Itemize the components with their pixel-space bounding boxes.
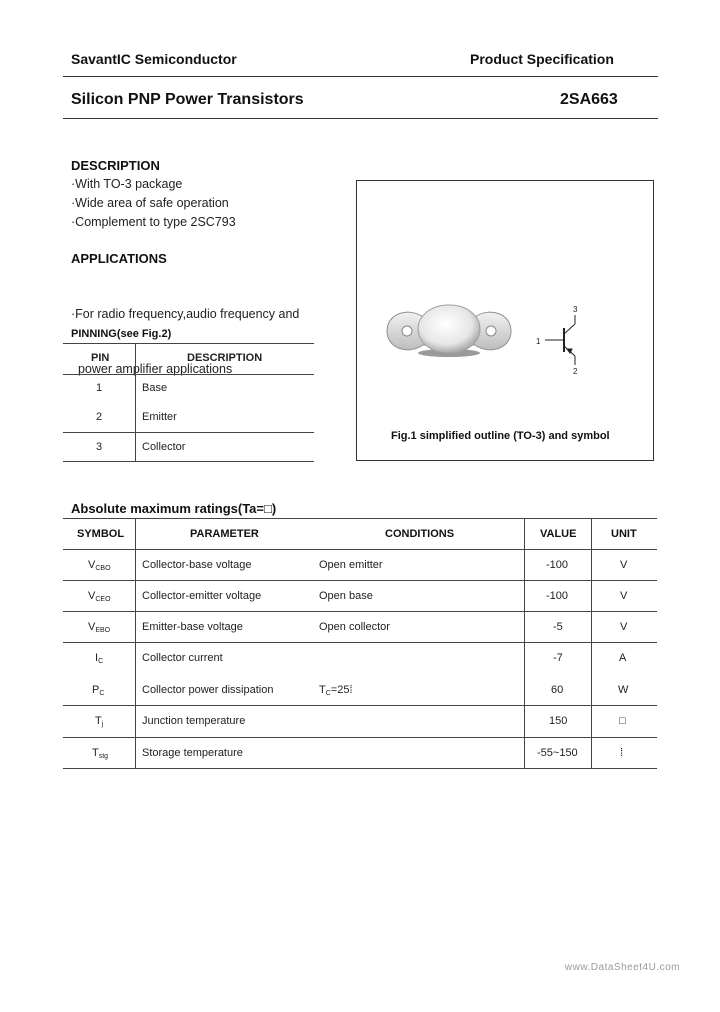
description-heading: DESCRIPTION [71, 158, 160, 173]
table-row-unit: V [620, 590, 628, 602]
table-row-value: -55~150 [537, 747, 578, 759]
description-item: ·With TO-3 package [71, 177, 183, 191]
table-row-condition: Open emitter [319, 559, 383, 571]
table-row-condition: Open base [319, 590, 373, 602]
symbol-pin-emitter: 2 [573, 367, 578, 376]
description-item: ·Wide area of safe operation [71, 196, 229, 210]
pin-number: 2 [96, 411, 103, 423]
pin-description: Collector [142, 441, 186, 453]
table-row-symbol: $I_C$ [95, 652, 104, 665]
table-row-unit: V [620, 559, 628, 571]
table-row-value: 60 [551, 684, 564, 696]
pin-number: 1 [96, 382, 103, 394]
application-item: ·For radio frequency,audio frequency and [71, 307, 300, 321]
table-row-parameter: Collector-base voltage [142, 559, 252, 571]
pnp-transistor-symbol-icon [545, 315, 575, 365]
table-row-parameter: Storage temperature [142, 747, 243, 759]
table-row-value: -100 [546, 590, 569, 602]
table-row-value: 150 [549, 715, 568, 727]
table-row-parameter: Collector-emitter voltage [142, 590, 262, 602]
company-name: SavantIC Semiconductor [71, 51, 237, 67]
col-symbol-header: SYMBOL [77, 528, 125, 540]
col-value-header: VALUE [540, 528, 577, 540]
pin-number: 3 [96, 441, 103, 453]
symbol-pin-collector: 3 [573, 305, 578, 314]
ratings-heading: Absolute maximum ratings(Ta=□) [71, 501, 277, 516]
table-row-symbol: $P_C$ [92, 684, 105, 697]
table-row-unit: ⁞ [620, 747, 624, 759]
table-row-unit: □ [619, 715, 626, 727]
table-row-value: -100 [546, 559, 569, 571]
table-row-symbol: $T_j$ [95, 715, 104, 728]
pin-description: Base [142, 382, 168, 394]
pin-desc-col-header: DESCRIPTION [187, 352, 263, 364]
application-item: power amplifier applications [71, 362, 233, 376]
pin-description: Emitter [142, 411, 177, 423]
table-row-parameter: Collector current [142, 652, 223, 664]
description-list [71, 175, 236, 232]
table-row-symbol: $V_{CBO}$ [88, 559, 111, 572]
header-rule-bottom [63, 118, 658, 119]
table-row-condition: $T_C=25⁞$ [319, 684, 353, 697]
header-rule-top [63, 76, 658, 77]
doc-type: Product Specification [470, 51, 614, 67]
table-row-symbol: $V_{EBO}$ [88, 621, 111, 634]
col-conditions-header: CONDITIONS [385, 528, 455, 540]
pin-col-header: PIN [91, 352, 110, 364]
table-row-unit: A [619, 652, 627, 664]
applications-heading: APPLICATIONS [71, 251, 167, 266]
description-item: ·Complement to type 2SC793 [71, 215, 236, 229]
col-unit-header: UNIT [611, 528, 637, 540]
table-row-condition: Open collector [319, 621, 390, 633]
table-row-parameter: Emitter-base voltage [142, 621, 243, 633]
product-line-title: Silicon PNP Power Transistors [71, 91, 304, 108]
figure-box [356, 180, 654, 461]
table-row-parameter: Collector power dissipation [142, 684, 274, 696]
pinning-heading: PINNING(see Fig.2) [71, 328, 172, 340]
pinning-table [63, 343, 314, 461]
watermark-text: www.DataSheet4U.com [564, 962, 680, 973]
table-row-symbol: $T_{stg}$ [92, 747, 109, 760]
table-row-parameter: Junction temperature [142, 715, 246, 727]
symbol-pin-base: 1 [536, 337, 541, 346]
part-number: 2SA663 [560, 91, 618, 108]
table-row-unit: V [620, 621, 628, 633]
figure-caption: Fig.1 simplified outline (TO-3) and symbol [391, 430, 610, 442]
table-row-unit: W [618, 684, 629, 696]
to3-package-illustration [357, 181, 653, 460]
table-row-symbol: $V_{CEO}$ [88, 590, 111, 603]
table-row-value: -7 [553, 652, 563, 664]
col-parameter-header: PARAMETER [190, 528, 259, 540]
table-row-value: -5 [553, 621, 563, 633]
